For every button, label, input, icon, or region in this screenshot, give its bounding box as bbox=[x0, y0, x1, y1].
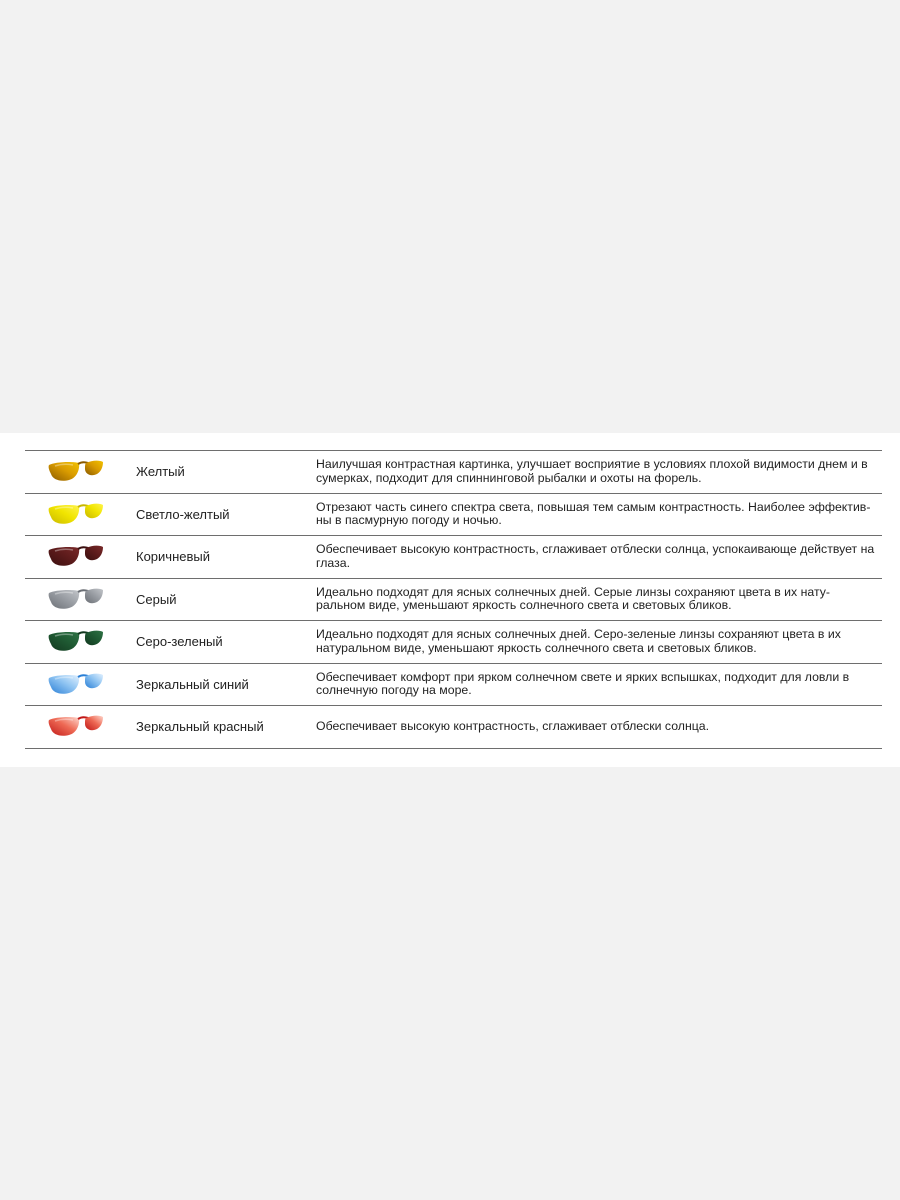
lens-description: Идеально подходят для ясных солнечных дней. Серые линзы сохраняют цвета в их нату-ральном виде, уменьшают яркость солнечного света и световых бликов. bbox=[316, 584, 830, 613]
lens-description: Обеспечивает высокую контрастность, сглаживает отблески солнца. bbox=[316, 719, 710, 733]
light-yellow-lens-icon bbox=[48, 502, 104, 528]
lens-row-gray bbox=[25, 579, 882, 622]
brown-lens-icon bbox=[48, 544, 104, 570]
lens-table-panel bbox=[0, 433, 900, 767]
lens-name: Зеркальный синий bbox=[136, 676, 249, 692]
lens-description: Идеально подходят для ясных солнечных дней. Серо-зеленые линзы сохраняют цвета в их натуральном виде, уменьшают яркость солнечного света и световых бликов. bbox=[316, 627, 841, 655]
lens-description: Наилучшая контрастная картинка, улучшает восприятие в условиях плохой видимости днем и в сумерках, подходит для спиннинговой рыбалки и охоты на форель. bbox=[316, 457, 868, 485]
lens-color-table bbox=[25, 450, 882, 749]
yellow-lens-icon bbox=[48, 459, 104, 485]
lens-name: Светло-желтый bbox=[136, 506, 230, 522]
lens-row-brown bbox=[25, 536, 882, 579]
lens-name: Серо-зеленый bbox=[136, 634, 223, 650]
lens-description: Отрезают часть синего спектра света, повышая тем самым контрастность. Наиболее эффектив-ны в пасмурную погоду и ночью. bbox=[316, 499, 871, 528]
mirror-red-lens-icon bbox=[48, 714, 104, 740]
mirror-blue-lens-icon bbox=[48, 672, 104, 698]
lens-name: Коричневый bbox=[136, 549, 210, 565]
lens-row-mirror-red bbox=[25, 706, 882, 749]
lens-name: Серый bbox=[136, 591, 177, 607]
lens-name: Зеркальный красный bbox=[136, 719, 264, 735]
gray-green-lens-icon bbox=[48, 629, 104, 655]
lens-row-yellow bbox=[25, 451, 882, 494]
lens-description: Обеспечивает комфорт при ярком солнечном свете и ярких вспышках, подходит для ловли в солнечную погоду на море. bbox=[316, 669, 850, 698]
lens-description: Обеспечивает высокую контрастность, сглаживает отблески солнца, успокаивающе действует на глаза. bbox=[316, 542, 875, 570]
gray-lens-icon bbox=[48, 587, 104, 613]
lens-name: Желтый bbox=[136, 464, 185, 480]
lens-row-gray-green bbox=[25, 621, 882, 664]
lens-row-mirror-blue bbox=[25, 664, 882, 707]
lens-row-light-yellow bbox=[25, 494, 882, 537]
